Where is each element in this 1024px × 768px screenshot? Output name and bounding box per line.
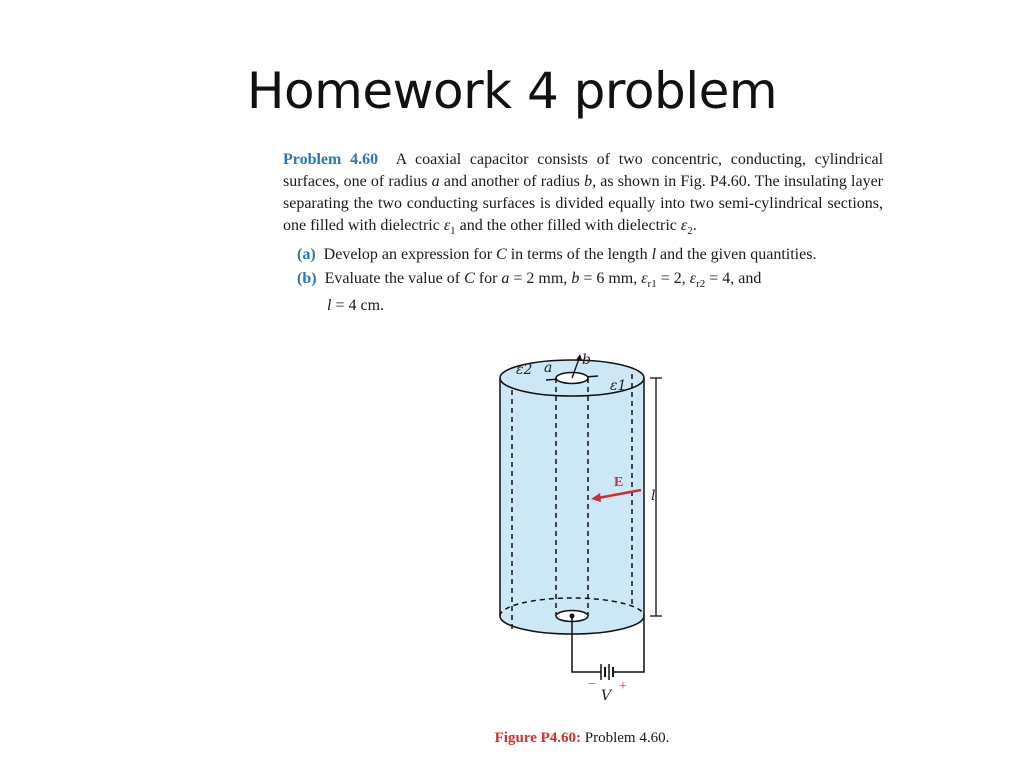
- part-b-text-3: = 2 mm,: [509, 270, 572, 288]
- label-eps2: ε2: [516, 362, 533, 378]
- problem-text-2: and another of radius: [439, 173, 585, 190]
- part-b-text-5: = 2,: [656, 270, 690, 288]
- slide-title: Homework 4 problem: [246, 62, 778, 120]
- part-a-text-1: Develop an expression for: [323, 246, 497, 264]
- problem-text-3: , as shown in Fig. P4.60. The insulating layer separating the two conducting surfaces is divided equally into two semi-cylindrical sections, one filled with dielectric: [283, 173, 884, 234]
- part-b-text-7: = 4 cm.: [331, 297, 385, 315]
- figure-caption: [0, 730, 1024, 747]
- label-V: V: [601, 688, 612, 704]
- label-plus: +: [619, 679, 627, 694]
- label-E: E: [614, 475, 624, 490]
- var-a: a: [431, 173, 440, 190]
- part-a-var-l: l: [651, 246, 657, 264]
- eps2-symbol: ε: [680, 217, 688, 234]
- part-b-label: (b): [297, 270, 317, 288]
- part-b-var-l: l: [327, 297, 332, 315]
- eps1-symbol: ε: [443, 217, 451, 234]
- part-b-var-b: b: [571, 270, 580, 288]
- part-b-text-1: Evaluate the value of: [324, 270, 465, 288]
- part-b-er1-sub: r1: [647, 278, 657, 291]
- label-minus: −: [588, 677, 596, 692]
- part-a-text-2: in terms of the length: [506, 246, 652, 264]
- capacitor-diagram: [460, 350, 710, 710]
- part-a: [297, 244, 883, 266]
- problem-statement: [283, 149, 883, 317]
- part-b-text-2: for: [474, 270, 502, 288]
- eps2-sub: 2: [687, 225, 693, 238]
- problem-text-1: A coaxial capacitor consists of two concentric, conducting, cylindrical surfaces, one of radius: [283, 151, 884, 190]
- label-l: l: [651, 488, 656, 504]
- part-b-var-C: C: [464, 270, 475, 288]
- part-b-er1: ε: [641, 270, 648, 288]
- dielectric-body: [500, 378, 644, 634]
- problem-paragraph: [283, 149, 883, 242]
- figure-caption-label: Figure P4.60:: [494, 730, 582, 746]
- label-eps1: ε1: [610, 378, 627, 394]
- part-a-label: (a): [297, 246, 316, 264]
- part-b-line-2: [327, 295, 883, 317]
- part-b-var-a: a: [501, 270, 510, 288]
- var-b: b: [584, 173, 593, 190]
- label-b: b: [582, 352, 591, 368]
- figure-caption-text: Problem 4.60.: [581, 730, 670, 746]
- eps1-sub: 1: [450, 225, 456, 238]
- part-b-er2: ε: [689, 270, 697, 288]
- part-b-er2-sub: r2: [696, 278, 706, 291]
- coaxial-capacitor-figure: [460, 350, 710, 710]
- part-a-text-3: and the given quantities.: [656, 246, 817, 264]
- part-b: [297, 268, 883, 317]
- problem-text-4: and the other filled with dielectric: [455, 217, 681, 234]
- label-a: a: [544, 360, 553, 376]
- problem-text-5: .: [692, 217, 697, 234]
- problem-label: Problem 4.60: [283, 151, 379, 168]
- part-b-text-4: = 6 mm,: [579, 270, 642, 288]
- part-a-var-C: C: [496, 246, 507, 264]
- part-b-text-6: = 4, and: [705, 270, 762, 288]
